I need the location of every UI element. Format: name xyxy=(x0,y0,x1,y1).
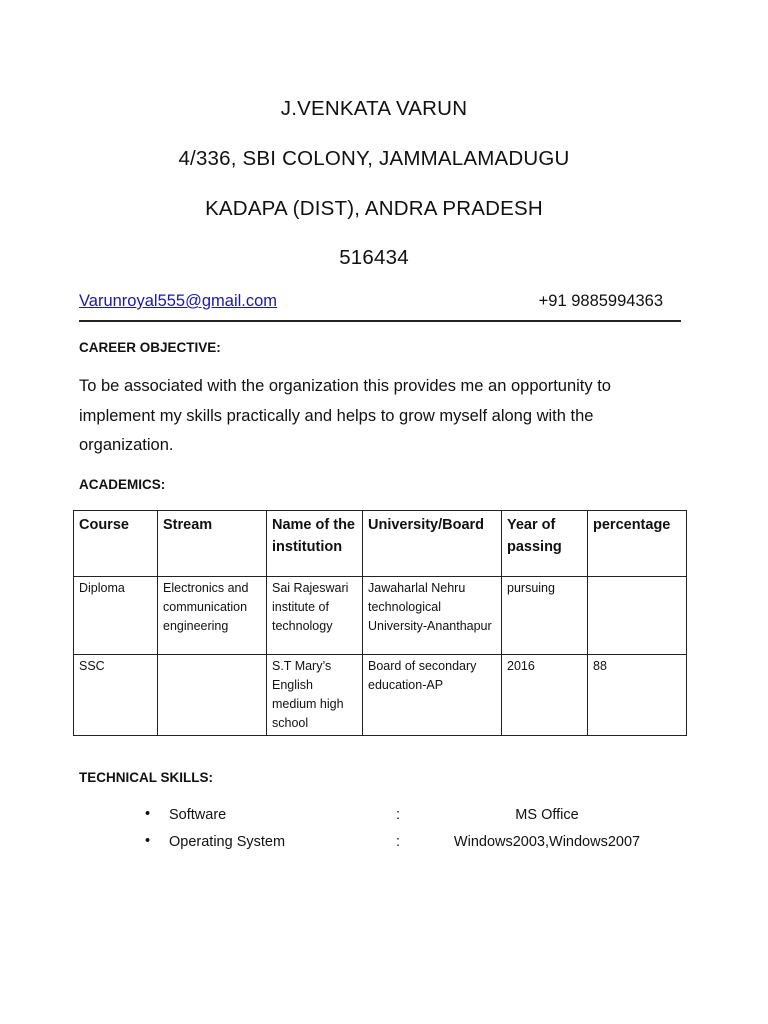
academics-table xyxy=(73,510,687,736)
cell-course: SSC xyxy=(74,655,158,736)
skill-separator: : xyxy=(396,834,401,850)
cell-year-of-passing: 2016 xyxy=(502,655,588,736)
header-stream: Stream xyxy=(158,511,267,577)
technical-skills-list xyxy=(145,807,705,861)
candidate-name: J.VENKATA VARUN xyxy=(280,97,468,120)
cell-course: Diploma xyxy=(74,577,158,655)
header-university-board: University/Board xyxy=(363,511,502,577)
cell-stream xyxy=(158,655,267,736)
list-item xyxy=(145,834,705,861)
cell-percentage: 88 xyxy=(588,655,687,736)
skill-label: Operating System xyxy=(169,834,286,850)
skill-separator: : xyxy=(396,807,401,823)
table-row xyxy=(74,577,687,655)
bullet-icon: • xyxy=(145,833,151,849)
cell-institution: S.T Mary’s English medium high school xyxy=(267,655,363,736)
address-line-2: KADAPA (DIST), ANDRA PRADESH xyxy=(205,197,543,220)
cell-stream: Electronics and communication engineering xyxy=(158,577,267,655)
header-year-of-passing: Year of passing xyxy=(502,511,588,577)
career-objective-text: To be associated with the organization this provides me an opportunity to implement my skills practically and helps to grow myself along with the organization. xyxy=(79,377,611,454)
table-header-row xyxy=(74,511,687,577)
academics-heading: ACADEMICS: xyxy=(79,477,166,492)
cell-percentage xyxy=(588,577,687,655)
cell-institution: Sai Rajeswari institute of technology xyxy=(267,577,363,655)
career-objective-heading: CAREER OBJECTIVE: xyxy=(79,340,221,355)
technical-skills-heading: TECHNICAL SKILLS: xyxy=(79,770,213,785)
address-line-1: 4/336, SBI COLONY, JAMMALAMADUGU xyxy=(178,147,570,170)
skill-value: MS Office xyxy=(515,807,579,823)
bullet-icon: • xyxy=(145,806,151,822)
cell-university-board: Jawaharlal Nehru technological University-Ananthapur xyxy=(363,577,502,655)
phone-number: +91 9885994363 xyxy=(538,292,663,310)
header-course: Course xyxy=(74,511,158,577)
email-link[interactable]: Varunroyal555@gmail.com xyxy=(79,292,278,310)
header-institution: Name of the institution xyxy=(267,511,363,577)
header-divider xyxy=(79,320,681,322)
cell-university-board: Board of secondary education-AP xyxy=(363,655,502,736)
pincode: 516434 xyxy=(339,246,409,269)
skill-value: Windows2003,Windows2007 xyxy=(453,834,641,850)
list-item xyxy=(145,807,705,834)
skill-label: Software xyxy=(169,807,227,823)
table-row xyxy=(74,655,687,736)
contact-line xyxy=(79,292,683,316)
cell-year-of-passing: pursuing xyxy=(502,577,588,655)
header-percentage: percentage xyxy=(588,511,687,577)
